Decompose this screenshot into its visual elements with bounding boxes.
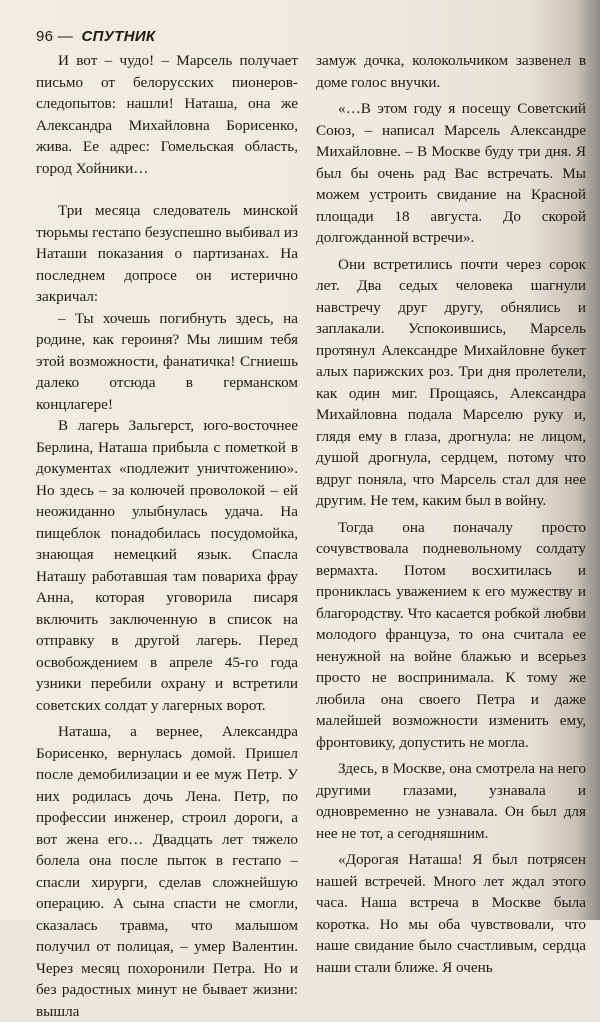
paragraph: «Дорогая Наташа! Я был потрясен нашей встречей. Много лет ждал этого часа. Наша встреча в Москве была коротка. Но мы оба чувствовали, что наше свидание было счастливым, сердца наши стали ближе. Я очень: [316, 851, 586, 976]
paragraph: Наташа, а вернее, Александра Борисенко, вернулась домой. Пришел после демобилизации и ее муж Петр. У них родилась дочь Лена. Петр, по профессии инженер, строил дороги, а вот жена его… Двадцать лет тяжело болела она после пыток в гестапо – спасли хирурги, сделав сложнейшую операцию. А сына спасти не смогли, сказалась травма, что малышом получил от полицая, – умер Валентин. Через месяц похоронили Петра. Но и без радостных минут не бывает жизни: вышла: [36, 723, 298, 1020]
paragraph: Здесь, в Москве, она смотрела на него другими глазами, узнавала и одновременно не узнавала. Он был для нее не тот, а сегодняшним.: [316, 760, 586, 842]
page-number: 96: [36, 28, 54, 45]
magazine-title: СПУТНИК: [81, 28, 156, 45]
paragraph: И вот – чудо! – Марсель получает письмо от белорусских пионеров-следопытов: нашли! Наташа, она же Александра Михайловна Борисенко, жива. Ее адрес: Гомельская область, город Хойники…: [36, 52, 298, 177]
header-separator: —: [57, 28, 74, 45]
paragraph: Три месяца следователь минской тюрьмы гестапо безуспешно выбивал из Наташи показания о партизанах. На последнем допросе он истерично закричал:: [36, 202, 299, 305]
paragraph: Тогда она поначалу просто сочувствовала подневольному солдату вермахта. Потом восхитилась и прониклась уважением к его мужеству и благородству. Что касается робкой любви молодого француза, то она считала ее ненужной на войне блажью и всерьез просто не воспринимала. К тому же любила она своего Петра и даже малейшей возможности изменить ему, фронтовику, допустить не могла.: [316, 518, 586, 751]
paragraph: – Ты хочешь погибнуть здесь, на родине, как героиня? Мы лишим тебя этой возможности, фанатичка! Сгниешь далеко отсюда в германском концлагере!: [36, 309, 298, 413]
paragraph: «…В этом году я посещу Советский Союз, – написал Марсель Александре Михайловне. – В Москве буду три дня. Я был бы очень рад Вас встречать. Мы можем устроить свидание на Красной площади 18 августа. До скорой долгожданной встречи».: [316, 100, 586, 246]
paragraph: замуж дочка, колокольчиком зазвенел в доме голос внучки.: [316, 52, 586, 91]
running-header: [36, 28, 155, 45]
right-column: [316, 50, 586, 978]
paragraph: Они встретились почти через сорок лет. Два седых человека шагнули навстречу друг другу, обнялись и заплакали. Успокоившись, Марсель протянул Александре Михайловне букет алых парижских роз. Три дня пролетели, как один миг. Прощаясь, Александра Михайловна подала Марселю руку и, глядя ему в глаза, дрогнула: не лицом, душой дрогнула, сердцем, потому что вдруг поняла, что Марсель стал для нее другим. Не тем, каким был в войну.: [316, 255, 586, 509]
left-column: [36, 50, 298, 1022]
paragraph: В лагерь Зальгерст, юго-восточнее Берлина, Наташа прибыла с пометкой в документах «подлежит уничтожению». Но здесь – за колючей проволокой – ей неожиданно улыбнулась удача. На пищеблок понадобилась посудомойка, знающая немецкий язык. Спасла Наташу работавшая там повариха фрау Анна, которая уговорила писаря включить заключенную в список на отправку в другой лагерь. Перед освобождением в апреле 45-го года узники перебили охрану и встретили советских солдат у лагерных ворот.: [36, 417, 298, 714]
